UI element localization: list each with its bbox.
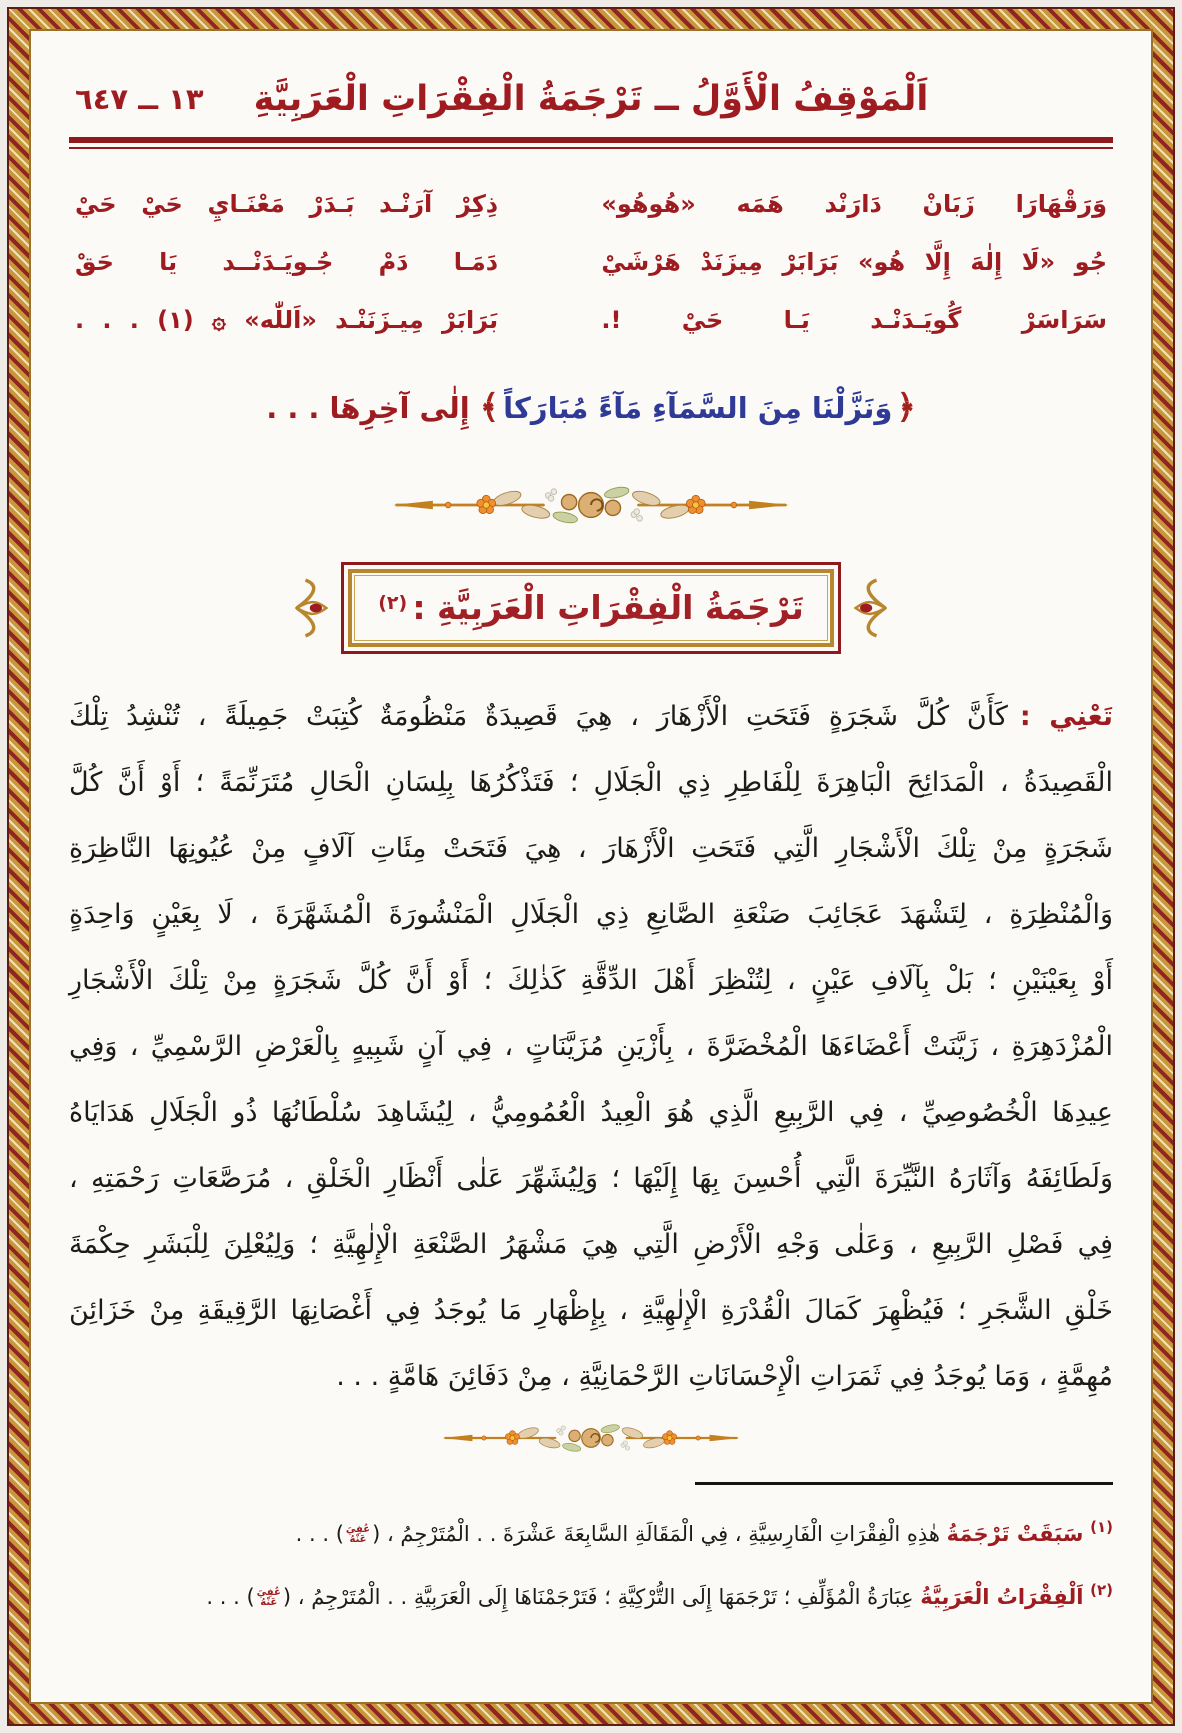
body-lead-word: تَعْنِي : [1019,701,1113,732]
body-text [69,684,1113,1410]
seal-top-text: عُفِيَ [345,1524,371,1535]
title-box-outer [341,562,841,654]
page-header [69,69,1113,131]
book-page [29,29,1153,1704]
floral-divider [69,484,1113,526]
seal-bottom-text: عَنْهُ [260,1597,278,1608]
page-title: اَلْمَوْقِفُ الْأَوَّلُ ــ تَرْجَمَةُ الْفِقْرَاتِ الْعَرَبِيَّةِ [253,79,929,119]
leaf-ornament-left-icon [295,577,335,639]
footnote-tail: . . . [206,1585,240,1609]
leaf-ornament-right-icon [847,577,887,639]
title-box-inner [354,575,828,641]
header-rule-thin [69,147,1113,149]
section-title: تَرْجَمَةُ الْفِقْرَاتِ الْعَرَبِيَّةِ : [412,588,804,627]
header-rule-thick [69,137,1113,143]
translator-seal-icon [346,1525,370,1545]
poem-block [75,175,1107,349]
body-line [69,684,1113,750]
footnote-lead: اَلْفِقْرَاتُ الْعَرَبِيَّةُ [920,1585,1084,1609]
body-line: وَلَطَائِفَهُ وَآثَارَهُ النَّيِّرَةَ الَّتِي أُحْسِنَ بِهَا إِلَيْهَا ؛ وَلِيُشَهِّرَ عَلٰى أَنْظَارِ الْخَلْقِ ، مُرَصَّعَاتِ رَحْمَتِهِ ، [69,1163,1113,1194]
footnote-marker: (١) [1090,1518,1113,1536]
body-line: أَوْ بِعَيْنَيْنِ ؛ بَلْ بِآلَافِ عَيْنٍ ، لِتُنْظِرَ أَهْلَ الدِّقَّةِ كَذٰلِكَ ؛ أَوْ أَنَّ كُلَّ شَجَرَةٍ مِنْ تِلْكَ الْأَشْجَارِ [69,965,1113,996]
ornate-close-bracket-icon: ﴾ [479,387,500,426]
footnotes [69,1499,1113,1625]
body-line: مُهِمَّةٍ ، وَمَا يُوجَدُ فِي ثَمَرَاتِ الْإِحْسَانَاتِ الرَّحْمَانِيَّةِ ، مِنْ دَفَائِنَ هَامَّةٍ . . . [336,1361,1113,1392]
body-line-text: كَأَنَّ كُلَّ شَجَرَةٍ فَتَحَتِ الْأَزْهَارَ ، هِيَ قَصِيدَةٌ مَنْظُومَةٌ كُتِبَتْ جَمِيلَةً ، تُنْشِدُ تِلْكَ [69,701,1008,732]
body-line: شَجَرَةٍ مِنْ تِلْكَ الْأَشْجَارِ الَّتِي فَتَحَتِ الْأَزْهَارَ ، هِيَ فَتَحَتْ مِئَاتِ آلَافٍ مِنْ عُيُونِهَا النَّاظِرَةِ [69,833,1113,864]
header-rule [69,137,1113,149]
footnote-tail: . . . [295,1522,330,1546]
poem-line [75,175,1107,233]
seal-open-paren: ( [282,1585,292,1609]
footnote-2 [69,1562,1113,1625]
footnote-text: عِبَارَةُ الْمُؤَلِّفِ ؛ تَرْجَمَهَا إِلَى التُّرْكِيَّةِ ؛ فَتَرْجَمْنَاهَا إِلَى الْعَرَبِيَّةِ . . الْمُتَرْجِمُ ، [297,1585,914,1609]
section-title-footnote-ref: (٢) [378,592,408,614]
poem-hemistich-right: وَرَقْهَارَا زَبَانْ دَارَنْد هَمَه «هُوهُو» [601,190,1107,218]
floral-ornament-icon [441,1422,741,1454]
seal-open-paren: ( [372,1522,381,1546]
translator-seal-icon [257,1588,281,1608]
body-line: فِي فَصْلِ الرَّبِيعِ ، وَعَلٰى وَجْهِ الْأَرْضِ الَّتِي هِيَ مَشْهَرُ الصَّنْعَةِ الْإِلٰهِيَّةِ ؛ وَلِيُعْلِنَ لِلْبَشَرِ حِكْمَةَ [69,1229,1113,1260]
poem-hemistich-left: ذِكِرْ آرَنْـد بَـدَرْ مَعْنَـايِ حَيْ حَيْ [75,190,499,218]
poem-hemistich-right: سَرَاسَرْ گُويَـدَنْـد يَـا حَيْ !. [601,306,1107,334]
seal-bottom-text: عَنْهُ [349,1534,367,1545]
page-number: ١٣ ــ ٦٤٧ [75,82,204,116]
quran-verse-text: وَنَزَّلْنَا مِنَ السَّمَآءِ مَآءً مُبَارَكاً [503,391,893,425]
footnote-1 [69,1499,1113,1562]
poem-hemistich-right: جُو «لَا إِلٰهَ إِلَّا هُو» بَرَابَرْ مِيزَنَدْ هَرْشَيْ [601,248,1107,276]
body-line: الْقَصِيدَةُ ، الْمَدَائِحَ الْبَاهِرَةَ لِلْفَاطِرِ ذِي الْجَلَالِ ؛ فَتَذْكُرُهَا بِلِسَانِ الْحَالِ مُتَرَنِّمَةً ؛ أَوْ أَنَّ كُلَّ [69,767,1113,798]
body-line: وَالْمُنْظِرَةِ ، لِتَشْهَدَ عَجَائِبَ صَنْعَةِ الصَّانِعِ ذِي الْجَلَالِ الْمَنْشُورَةَ الْمُشَهَّرَةَ ، لَا بِعَيْنٍ وَاحِدَةٍ [69,899,1113,930]
ornate-open-bracket-icon: ﴿ [896,387,916,426]
poem-line [75,291,1107,349]
footnote-marker: (٢) [1090,1581,1113,1599]
seal-top-text: عُفِيَ [256,1587,281,1598]
body-line: عِيدِهَا الْخُصُوصِيِّ ، فِي الرَّبِيعِ الَّذِي هُوَ الْعِيدُ الْعُمُومِيُّ ، لِيُشَاهِدَ سُلْطَانُهَا ذُو الْجَلَالِ هَدَايَاهُ [69,1097,1113,1128]
floral-ornament-icon [391,484,791,526]
footnote-lead: سَبَقَتْ تَرْجَمَةُ [946,1522,1084,1546]
quran-verse-line [69,383,1113,432]
poem-hemistich-left: دَمَـا دَمْ جُـويَـدَنْــد يَا حَقْ [75,248,499,276]
footnote-text: هٰذِهِ الْفِقْرَاتِ الْفَارِسِيَّةِ ، فِي الْمَقَالَةِ السَّابِعَةَ عَشْرَةَ . . الْمُتَرْجِمُ ، [386,1522,940,1546]
poem-line [75,233,1107,291]
floral-divider-small [69,1422,1113,1454]
decorative-border-frame [7,7,1175,1726]
poem-hemistich-left: بَرَابَرْ مِيـزَنَنْـد «اَللّٰه» ۞ (١) . . . [75,306,499,334]
footnote-separator [695,1482,1113,1485]
verse-tail: إِلٰى آخِرِهَا . . . [266,391,470,425]
seal-close-paren: ) [335,1522,344,1546]
body-line: الْمُزْدَهِرَةِ ، زَيَّنَتْ أَعْضَاءَهَا الْمُخْضَرَّةَ ، بِأَزْيَنِ مُزَيَّنَاتٍ ، فِي آنٍ شَبِيهٍ بِالْعَرْضِ الرَّسْمِيِّ ، وَفِي [69,1031,1113,1062]
title-box-gold [348,569,834,647]
seal-close-paren: ) [246,1585,255,1609]
section-title-box [341,562,841,654]
body-line: خَلْقِ الشَّجَرِ ؛ فَيُظْهِرَ كَمَالَ الْقُدْرَةِ الْإِلٰهِيَّةِ ، بِإِظْهَارِ مَا يُوجَدُ فِي أَغْصَانِهَا الرَّقِيقَةِ مِنْ خَزَائِنَ [69,1295,1113,1326]
